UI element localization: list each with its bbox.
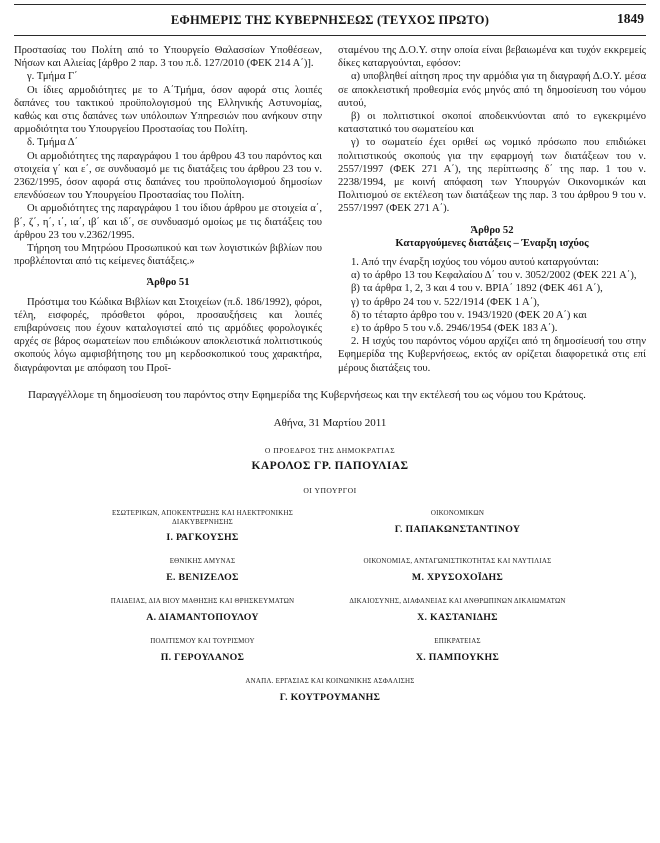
gazette-title: ΕΦΗΜΕΡΙΣ ΤΗΣ ΚΥΒΕΡΝΗΣΕΩΣ (ΤΕΥΧΟΣ ΠΡΩΤΟ) [170, 13, 490, 27]
right-column [338, 44, 646, 375]
minister-portfolio: ΟΙΚΟΝΟΜΙΚΩΝ [430, 508, 485, 517]
minister-row-single [14, 677, 646, 703]
paragraph: γ) το σωματείο έχει οριθεί ως νομικό πρόσωπο που επιδιώκει πολιτιστικούς σκοπούς για την εφαρμογή των διατάξεων του ν. 2557/1997 (ΦΕΚ 271 Α΄), της περίπτωσης δ΄ της παρ. 1 του ν. 2238/1994, με κοινή απόφαση των Υπουργών Οικονομικών και Πολιτισμού σε εκτέλεση των διατάξεων της παρ. 3 του άρθρου 9 του ν. 2557/1997 (ΦΕΚ 271 Α΄). [338, 137, 646, 215]
paragraph: β) τα άρθρα 1, 2, 3 και 4 του ν. ΒΡΙΑ΄ 1892 (ΦΕΚ 461 Α΄), [351, 283, 603, 295]
minister-name: Μ. ΧΡΥΣΟΧΟΪΔΗΣ [411, 572, 504, 584]
minister-row [14, 557, 646, 583]
minister-cell [75, 637, 330, 663]
president-name: ΚΑΡΟΛΟΣ ΓΡ. ΠΑΠΟΥΛΙΑΣ [251, 459, 409, 472]
minister-name: Ε. ΒΕΝΙΖΕΛΟΣ [166, 572, 239, 584]
paragraph: Οι ίδιες αρμοδιότητες με το Α΄Τμήμα, όσον αφορά στις λοιπές δαπάνες του τακτικού προϋπολογισμού της Ελληνικής Αστυνομίας, καθώς και στις δαπάνες των υπόλοιπων Υπηρεσιών που ανήκουν στην αρμοδιότητα του Υπουργείου Προστασίας του Πολίτη. [14, 84, 322, 136]
paragraph: δ. Τμήμα Δ΄ [27, 137, 79, 149]
paragraph: δ) το τέταρτο άρθρο του ν. 1943/1920 (ΦΕΚ 20 Α΄) και [351, 309, 587, 321]
minister-row [14, 597, 646, 623]
page-header [14, 4, 646, 36]
paragraph: α) το άρθρο 13 του Κεφαλαίου Δ΄ του ν. 3052/2002 (ΦΕΚ 221 Α΄), [351, 270, 637, 282]
paragraph: Τήρηση του Μητρώου Προσωπικού και των λογιστικών βιβλίων που προβλέπονται από τις κείμενες διατάξεις.» [14, 243, 322, 268]
left-column [14, 44, 322, 375]
article-heading: Άρθρο 52 [470, 224, 514, 236]
minister-portfolio: ΟΙΚΟΝΟΜΙΑΣ, ΑΝΤΑΓΩΝΙΣΤΙΚΟΤΗΤΑΣ ΚΑΙ ΝΑΥΤΙΛΙΑΣ [363, 557, 552, 566]
paragraph: Οι αρμοδιότητες της παραγράφου 1 του ίδιου άρθρου με στοιχεία α΄, β΄, ζ΄, η΄, ι΄, ια΄, ιβ΄ και ιδ΄, σε συνδυασμό ομοίως με τις διατάξεις του άρθρου 23 του ν.2362/1995. [14, 203, 322, 241]
page-number: 1849 [617, 11, 644, 26]
president-title: Ο ΠΡΟΕΔΡΟΣ ΤΗΣ ΔΗΜΟΚΡΑΤΙΑΣ [264, 445, 396, 455]
paragraph: α) υποβληθεί αίτηση προς την αρμόδια για τη διαγραφή Δ.Ο.Υ. μέσα σε αποκλειστική προθεσμία ενός μηνός από τη δημοσίευση του νόμου αυτού, [338, 71, 646, 109]
minister-portfolio: ΑΝΑΠΛ. ΕΡΓΑΣΙΑΣ ΚΑΙ ΚΟΙΝΩΝΙΚΗΣ ΑΣΦΑΛΙΣΗΣ [245, 676, 415, 685]
paragraph: γ. Τμήμα Γ΄ [27, 71, 78, 83]
minister-cell [75, 509, 330, 544]
minister-cell [75, 597, 330, 623]
promulgation-paragraph: Παραγγέλλομε τη δημοσίευση του παρόντος στην Εφημερίδα της Κυβερνήσεως και την εκτέλεσή του ως νόμου του Κράτους. [28, 388, 586, 401]
minister-portfolio: ΕΣΩΤΕΡΙΚΩΝ, ΑΠΟΚΕΝΤΡΩΣΗΣ ΚΑΙ ΗΛΕΚΤΡΟΝΙΚΗΣ ΔΙΑΚΥΒΕΡΝΗΣΗΣ [112, 508, 293, 526]
paragraph: ε) το άρθρο 5 του ν.δ. 2946/1954 (ΦΕΚ 183 Α΄). [351, 323, 558, 335]
body-columns [14, 44, 646, 375]
minister-portfolio: ΔΙΚΑΙΟΣΥΝΗΣ, ΔΙΑΦΑΝΕΙΑΣ ΚΑΙ ΑΝΘΡΩΠΙΝΩΝ ΔΙΚΑΙΩΜΑΤΩΝ [349, 597, 566, 606]
minister-row [14, 509, 646, 544]
paragraph: 2. Η ισχύς του παρόντος νόμου αρχίζει από τη δημοσίευσή του στην Εφημερίδα της Κυβερνήσεως, εκτός αν ορίζεται διαφορετικά στις επί μέρους διατάξεις του. [338, 336, 646, 374]
minister-cell [330, 509, 585, 544]
minister-cell [75, 557, 330, 583]
ministers-label: ΟΙ ΥΠΟΥΡΓΟΙ [303, 485, 357, 495]
minister-name: Α. ΔΙΑΜΑΝΤΟΠΟΥΛΟΥ [146, 612, 259, 624]
paragraph: β) οι πολιτιστικοί σκοποί αποδεικνύονται από το εγκεκριμένο καταστατικό του σωματείου και [338, 111, 646, 136]
paragraph: Οι αρμοδιότητες της παραγράφου 1 του άρθρου 43 του παρόντος και στοιχεία γ΄ και ε΄, σε συνδυασμό με τις διατάξεις του άρθρου 23 του ν. 2362/1995, όσον αφορά στις δαπάνες του προϋπολογισμού δημοσίων επενδύσεων του Υπουργείου Προστασίας του Πολίτη. [14, 150, 322, 202]
article-heading: Άρθρο 51 [146, 277, 190, 289]
minister-portfolio: ΠΟΛΙΤΙΣΜΟΥ ΚΑΙ ΤΟΥΡΙΣΜΟΥ [150, 637, 255, 646]
minister-portfolio: ΕΠΙΚΡΑΤΕΙΑΣ [434, 637, 481, 646]
minister-name: Γ. ΠΑΠΑΚΩΝΣΤΑΝΤΙΝΟΥ [394, 523, 521, 535]
minister-name: Χ. ΚΑΣΤΑΝΙΔΗΣ [417, 612, 498, 624]
paragraph: σταμένου της Δ.Ο.Υ. στην οποία είναι βεβαιωμένα και τυχόν εκκρεμείς δίκες καταργούνται, εφόσον: [338, 45, 646, 70]
president-signature [14, 446, 646, 472]
minister-portfolio: ΠΑΙΔΕΙΑΣ, ΔΙΑ ΒΙΟΥ ΜΑΘΗΣΗΣ ΚΑΙ ΘΡΗΣΚΕΥΜΑΤΩΝ [110, 597, 295, 606]
minister-name: Χ. ΠΑΜΠΟΥΚΗΣ [415, 651, 500, 663]
paragraph: γ) το άρθρο 24 του ν. 522/1914 (ΦΕΚ 1 Α΄), [351, 296, 540, 308]
minister-portfolio: ΕΘΝΙΚΗΣ ΑΜΥΝΑΣ [169, 557, 236, 566]
paragraph: Προστασίας του Πολίτη από το Υπουργείο Θαλασσίων Υποθέσεων, Νήσων και Αλιείας [άρθρο 2 παρ. 3 του π.δ. 127/2010 (ΦΕΚ 214 Α΄)]. [14, 45, 322, 70]
minister-name: Γ. ΚΟΥΤΡΟΥΜΑΝΗΣ [279, 691, 381, 703]
minister-cell [330, 637, 585, 663]
minister-cell [330, 557, 585, 583]
minister-cell [330, 597, 585, 623]
paragraph: 1. Από την έναρξη ισχύος του νόμου αυτού καταργούνται: [351, 257, 599, 269]
minister-row [14, 637, 646, 663]
minister-name: Π. ΓΕΡΟΥΛΑΝΟΣ [160, 651, 245, 663]
minister-name: Ι. ΡΑΓΚΟΥΣΗΣ [166, 532, 239, 544]
paragraph: Πρόστιμα του Κώδικα Βιβλίων και Στοιχείων (π.δ. 186/1992), φόροι, τέλη, εισφορές, πρόσθετοι φόροι, προσαυξήσεις και λοιπές επιβαρύνσεις που έχουν καταλογιστεί από τις αρμόδιες φορολογικές αρχές σε βάρος σωματείων που επιδιώκουν αποκλειστικά πολιτιστικούς σκοπούς λόγω αμφισβήτησης του μη κερδοσκοπικού τους χαρακτήρα, διαγράφονται με απόφαση του Προϊ- [14, 296, 322, 374]
date-line: Αθήνα, 31 Μαρτίου 2011 [273, 416, 387, 429]
article-subheading: Καταργούμενες διατάξεις – Έναρξη ισχύος [395, 237, 589, 249]
minister-cell [203, 677, 458, 703]
